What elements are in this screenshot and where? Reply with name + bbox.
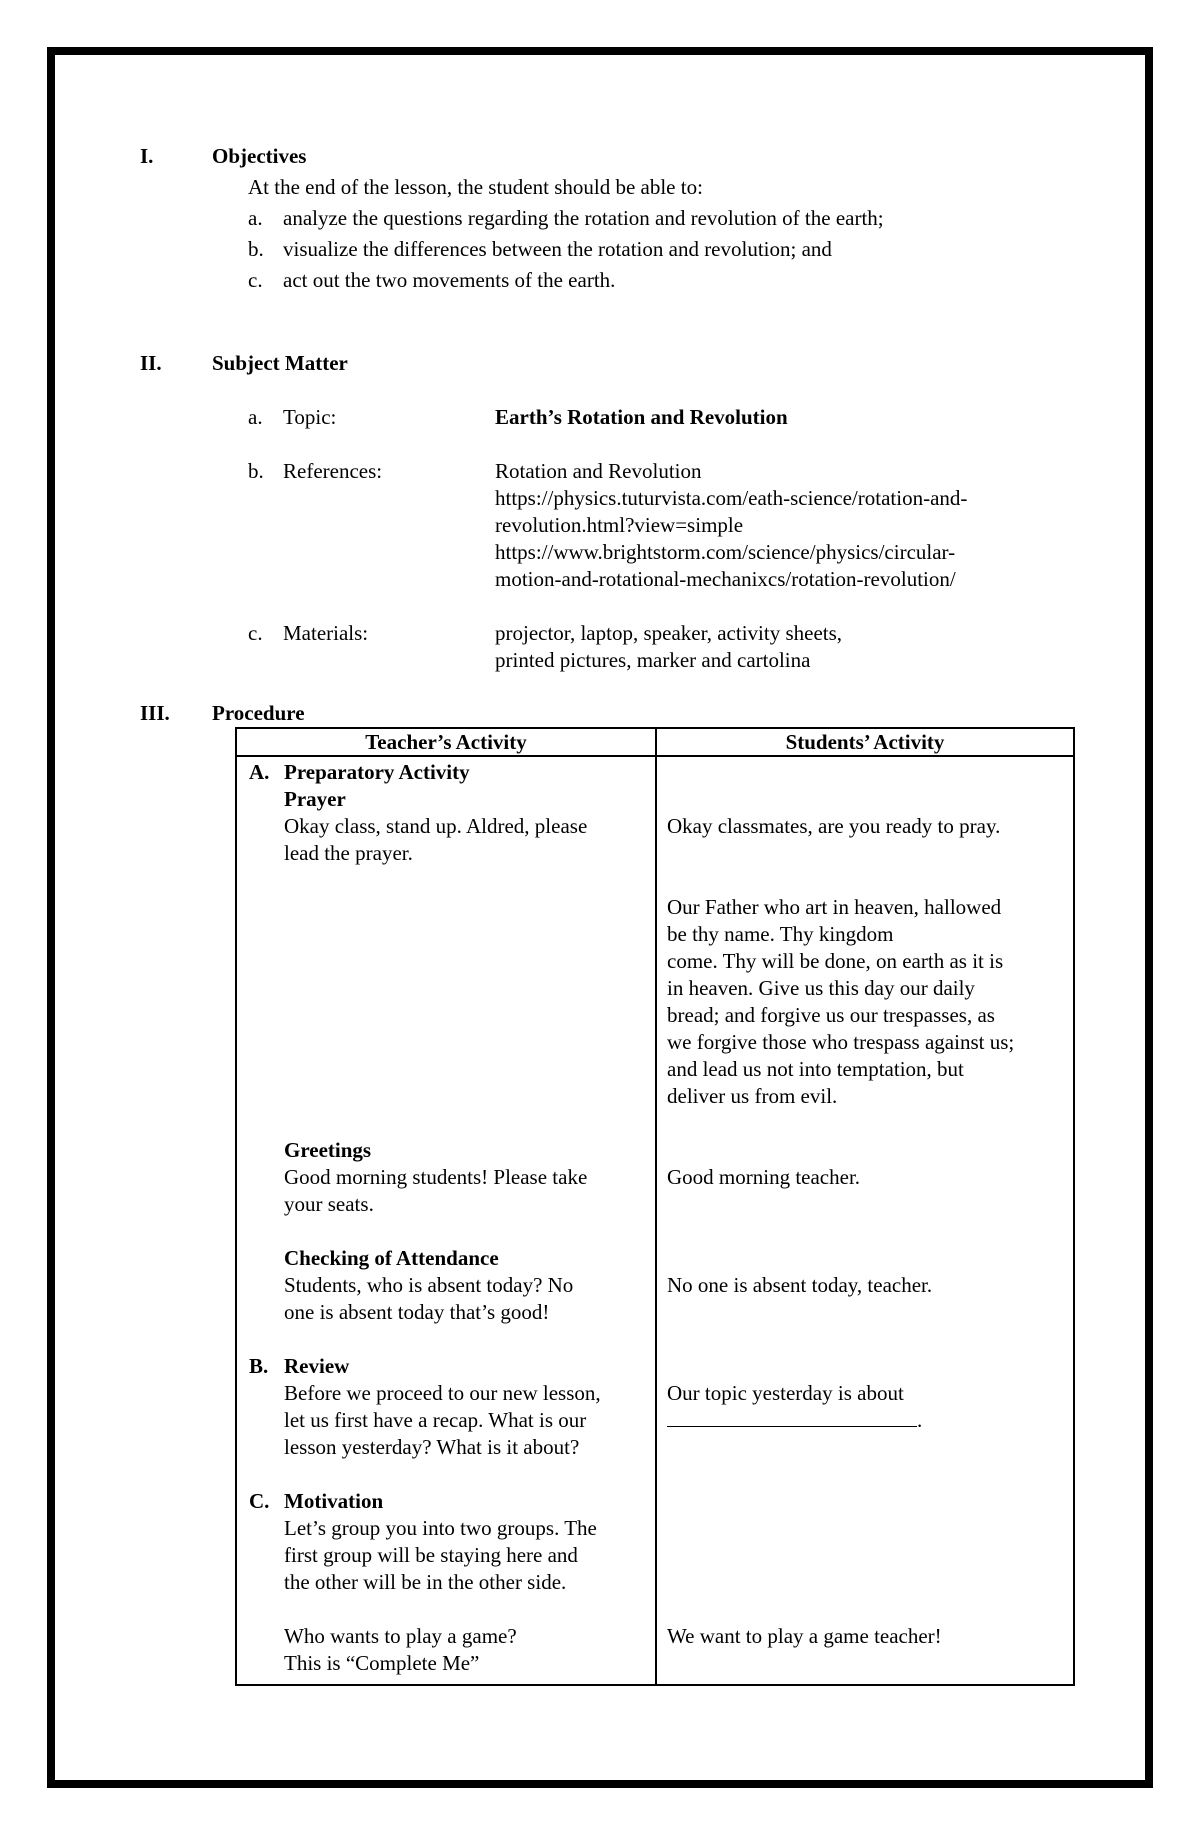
col-teacher-header: Teacher’s Activity: [365, 730, 527, 754]
column-divider: [655, 729, 657, 1684]
prayer-text-line: we forgive those who trespass against us;: [667, 1030, 1015, 1054]
objectives-intro: At the end of the lesson, the student should be able to:: [248, 175, 703, 199]
prayer-student: Okay classmates, are you ready to pray.: [667, 814, 1001, 838]
prep-letter: A.: [249, 760, 270, 784]
motivation-letter: C.: [249, 1489, 270, 1513]
topic-value: Earth’s Rotation and Revolution: [495, 405, 788, 429]
attendance-title: Checking of Attendance: [284, 1246, 499, 1270]
materials-letter: c.: [248, 621, 263, 645]
prayer-text-line: bread; and forgive us our trespasses, as: [667, 1003, 995, 1027]
procedure-heading: Procedure: [212, 701, 305, 725]
blank-line: [667, 1408, 917, 1427]
prayer-text-line: Our Father who art in heaven, hallowed: [667, 895, 1002, 919]
motivation-teacher-line: first group will be staying here and: [284, 1543, 578, 1567]
procedure-table: [235, 727, 1075, 1686]
procedure-numeral: III.: [140, 701, 170, 725]
prayer-title: Prayer: [284, 787, 346, 811]
objective-letter: a.: [248, 206, 263, 230]
prayer-teacher-line: Okay class, stand up. Aldred, please: [284, 814, 588, 838]
materials-line: projector, laptop, speaker, activity sheets,: [495, 621, 843, 645]
review-student: Our topic yesterday is about: [667, 1381, 904, 1405]
greetings-student: Good morning teacher.: [667, 1165, 861, 1189]
prayer-text-line: come. Thy will be done, on earth as it is: [667, 949, 1004, 973]
objectives-numeral: I.: [140, 144, 154, 168]
references-letter: b.: [248, 459, 264, 483]
greetings-title: Greetings: [284, 1138, 372, 1162]
review-title: Review: [284, 1354, 350, 1378]
objectives-heading: Objectives: [212, 144, 307, 168]
motivation-teacher-line: Let’s group you into two groups. The: [284, 1516, 597, 1540]
objective-text: act out the two movements of the earth.: [283, 268, 616, 292]
col-students-header: Students’ Activity: [785, 730, 945, 754]
review-letter: B.: [249, 1354, 269, 1378]
game-teacher-line: This is “Complete Me”: [284, 1651, 480, 1675]
references-label: References:: [283, 459, 383, 483]
attendance-teacher-line: Students, who is absent today? No: [284, 1273, 574, 1297]
reference-line: https://www.brightstorm.com/science/physics/circular-: [495, 540, 956, 564]
subject-numeral: II.: [140, 351, 162, 375]
review-answer-blank: [667, 1407, 922, 1434]
prayer-text-line: deliver us from evil.: [667, 1084, 838, 1108]
blank-period: .: [917, 1408, 923, 1432]
game-student: We want to play a game teacher!: [667, 1624, 942, 1648]
prayer-text-line: and lead us not into temptation, but: [667, 1057, 964, 1081]
prayer-text-line: be thy name. Thy kingdom: [667, 922, 894, 946]
objective-text: analyze the questions regarding the rotation and revolution of the earth;: [283, 206, 884, 230]
reference-line: Rotation and Revolution: [495, 459, 702, 483]
reference-line: motion-and-rotational-mechanixcs/rotation-revolution/: [495, 567, 956, 591]
materials-line: printed pictures, marker and cartolina: [495, 648, 811, 672]
topic-letter: a.: [248, 405, 263, 429]
motivation-title: Motivation: [284, 1489, 384, 1513]
attendance-teacher-line: one is absent today that’s good!: [284, 1300, 550, 1324]
prep-title: Preparatory Activity: [284, 760, 470, 784]
reference-line: https://physics.tuturvista.com/eath-science/rotation-and-: [495, 486, 968, 510]
topic-label: Topic:: [283, 405, 337, 429]
materials-label: Materials:: [283, 621, 369, 645]
greetings-teacher-line: Good morning students! Please take: [284, 1165, 588, 1189]
greetings-teacher-line: your seats.: [284, 1192, 374, 1216]
review-teacher-line: Before we proceed to our new lesson,: [284, 1381, 601, 1405]
subject-heading: Subject Matter: [212, 351, 348, 375]
attendance-student: No one is absent today, teacher.: [667, 1273, 933, 1297]
motivation-teacher-line: the other will be in the other side.: [284, 1570, 567, 1594]
prayer-teacher-line: lead the prayer.: [284, 841, 413, 865]
objective-text: visualize the differences between the rotation and revolution; and: [283, 237, 832, 261]
objective-letter: c.: [248, 268, 263, 292]
objective-letter: b.: [248, 237, 264, 261]
game-teacher-line: Who wants to play a game?: [284, 1624, 517, 1648]
reference-line: revolution.html?view=simple: [495, 513, 744, 537]
prayer-text-line: in heaven. Give us this day our daily: [667, 976, 975, 1000]
review-teacher-line: lesson yesterday? What is it about?: [284, 1435, 580, 1459]
review-teacher-line: let us first have a recap. What is our: [284, 1408, 587, 1432]
